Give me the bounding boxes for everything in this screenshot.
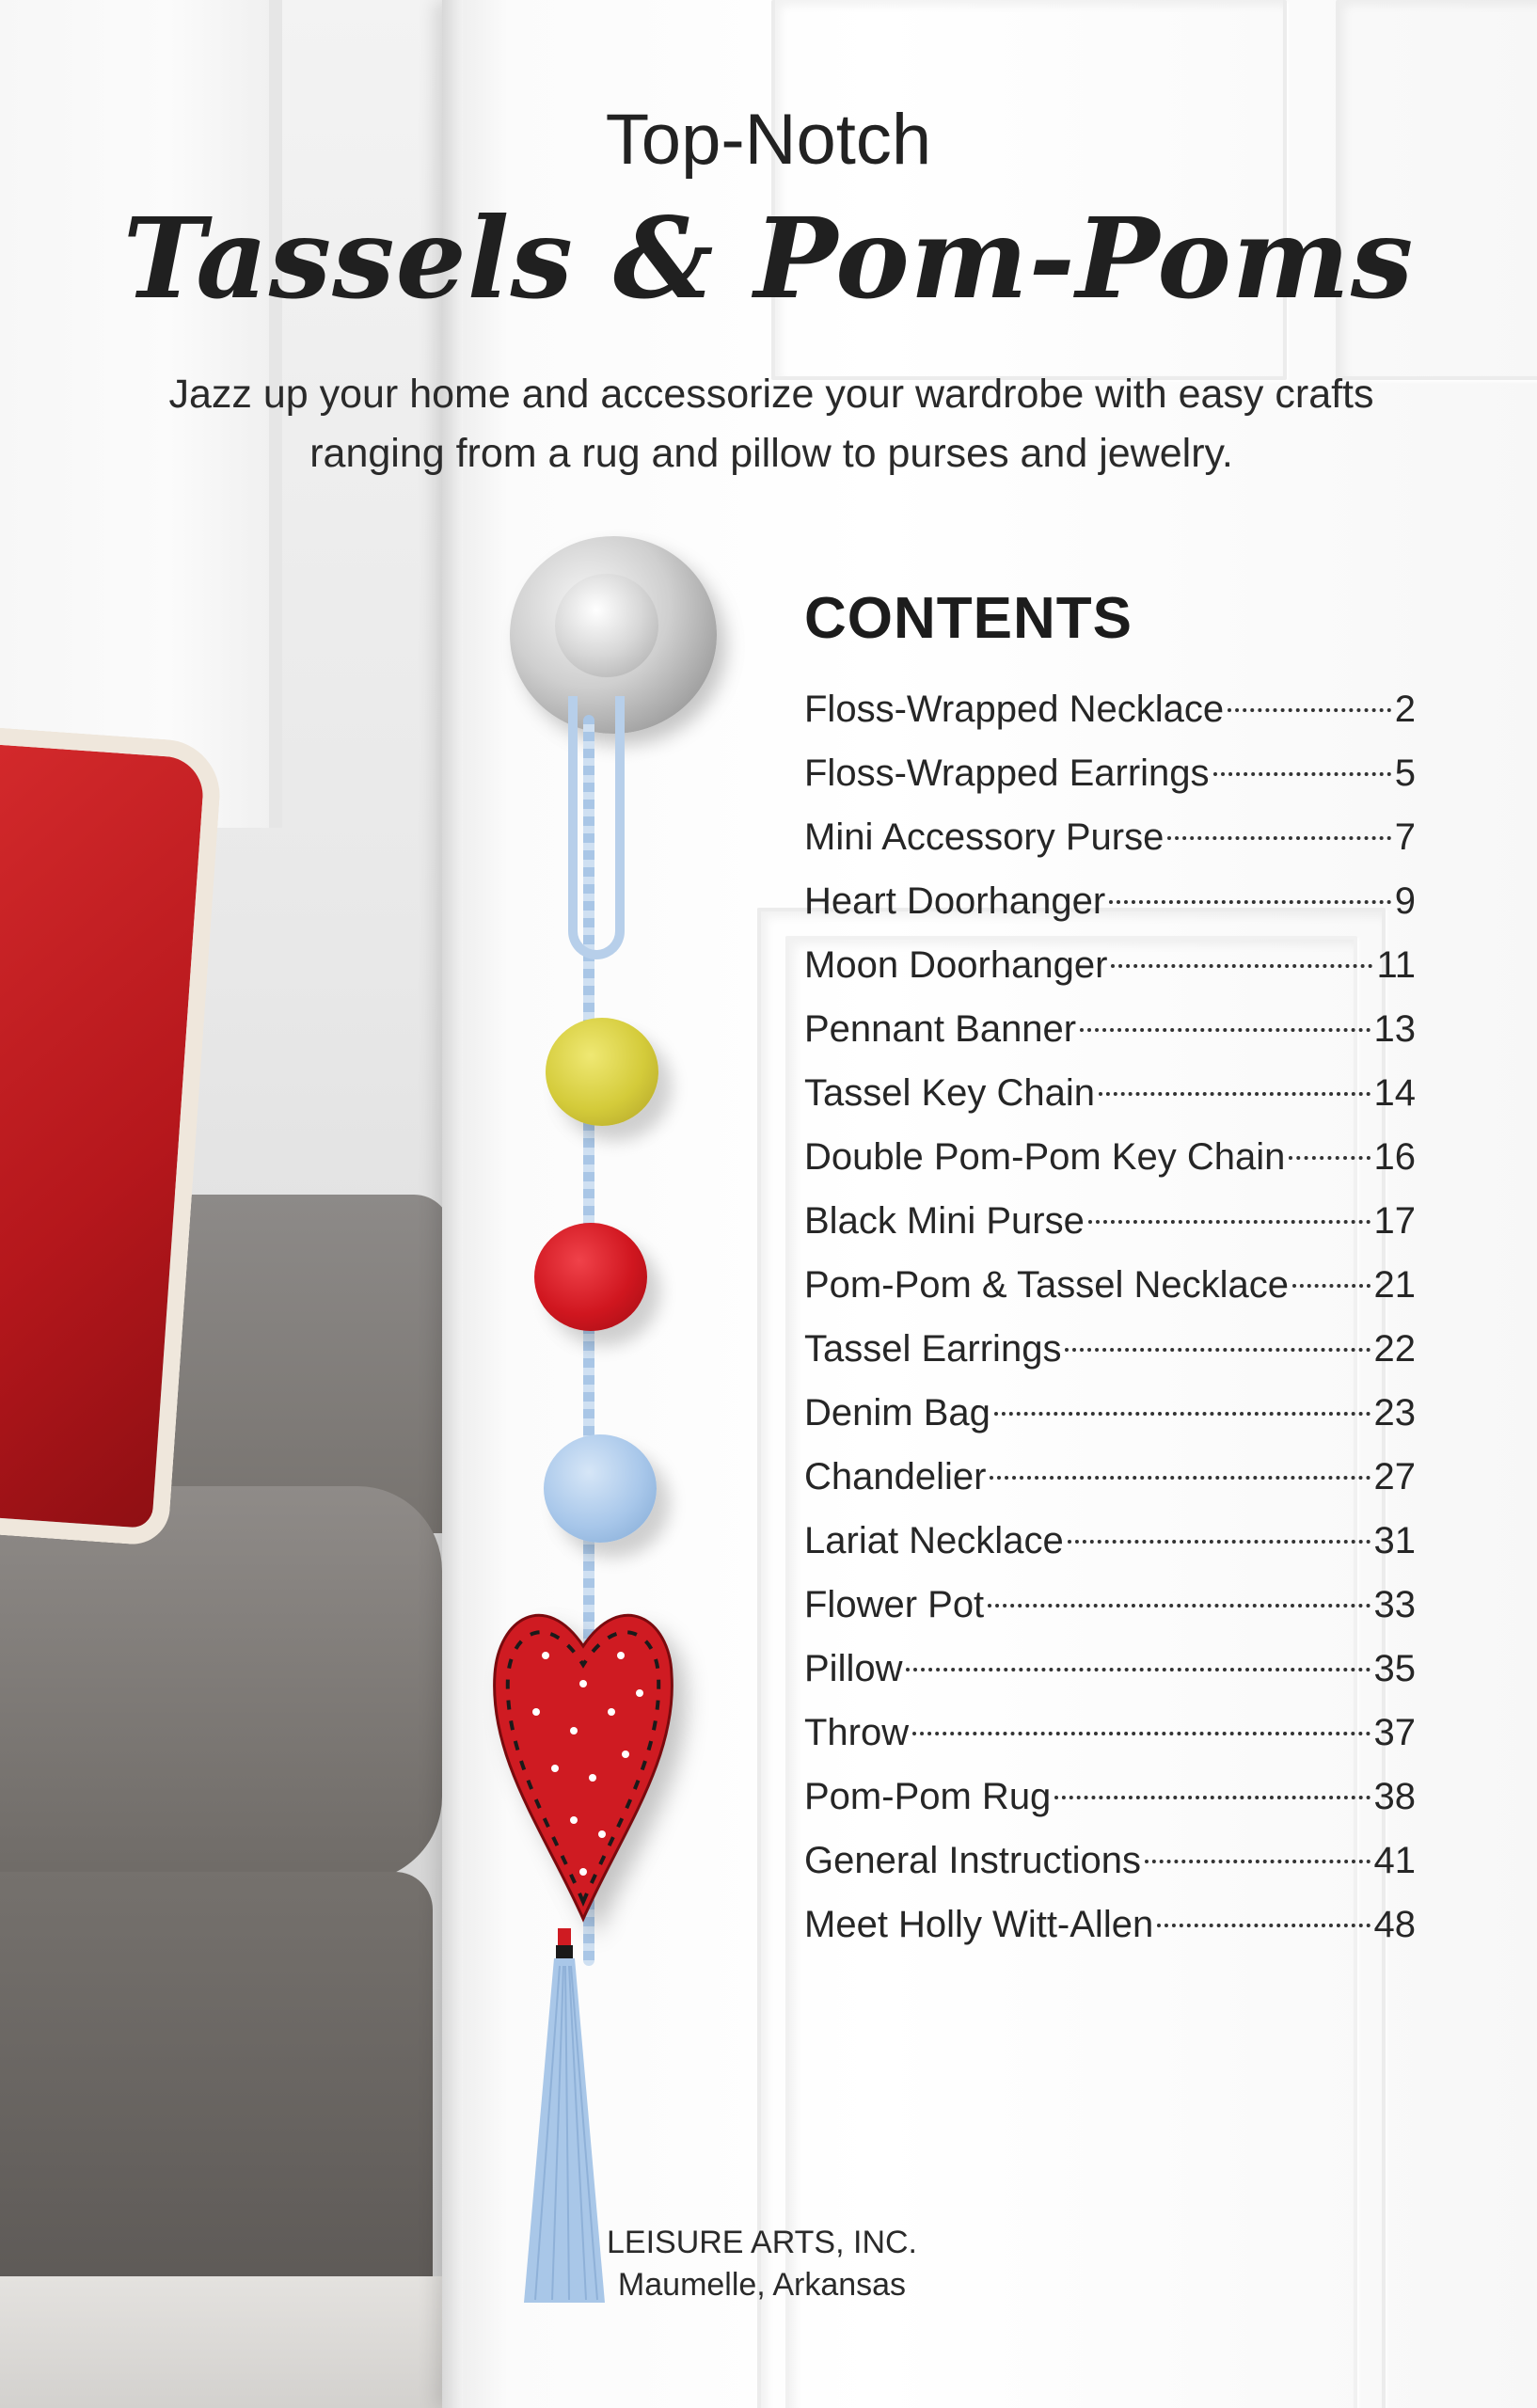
toc-title: Floss-Wrapped Earrings — [804, 752, 1210, 794]
toc-leader — [1080, 1028, 1370, 1032]
toc-leader — [1167, 836, 1390, 840]
toc-title: Pom-Pom Rug — [804, 1776, 1052, 1817]
toc-page: 23 — [1373, 1392, 1416, 1434]
toc-leader — [1054, 1796, 1370, 1799]
toc-page: 17 — [1373, 1200, 1416, 1242]
table-of-contents — [804, 677, 1416, 1956]
toc-title: Flower Pot — [804, 1584, 985, 1625]
toc-item[interactable] — [804, 1829, 1416, 1893]
toc-leader — [1099, 1092, 1370, 1096]
toc-page: 33 — [1373, 1584, 1416, 1625]
toc-leader — [1292, 1284, 1371, 1288]
toc-title: Tassel Key Chain — [804, 1072, 1096, 1114]
toc-item[interactable] — [804, 1317, 1416, 1381]
toc-title: Pennant Banner — [804, 1008, 1077, 1050]
toc-title: Pom-Pom & Tassel Necklace — [804, 1264, 1289, 1306]
toc-leader — [988, 1604, 1370, 1608]
toc-item[interactable] — [804, 1189, 1416, 1253]
sofa-cushion — [0, 1486, 442, 1881]
toc-title: Throw — [804, 1712, 910, 1753]
toc-item[interactable] — [804, 997, 1416, 1061]
tagline — [56, 365, 1486, 483]
toc-page: 11 — [1376, 944, 1416, 986]
toc-leader — [1068, 1540, 1371, 1544]
toc-title: Chandelier — [804, 1456, 987, 1497]
toc-page: 7 — [1394, 816, 1416, 858]
felt-heart — [489, 1590, 677, 1928]
floor — [0, 2276, 442, 2408]
toc-leader — [990, 1476, 1370, 1480]
toc-page: 13 — [1373, 1008, 1416, 1050]
toc-leader — [994, 1412, 1371, 1416]
toc-page: 16 — [1373, 1136, 1416, 1178]
toc-item[interactable] — [804, 1637, 1416, 1701]
toc-title: Pillow — [804, 1648, 903, 1689]
toc-page: 2 — [1394, 689, 1416, 730]
red-pompom — [534, 1223, 647, 1331]
toc-title: Lariat Necklace — [804, 1520, 1064, 1561]
toc-page: 48 — [1373, 1904, 1416, 1945]
toc-item[interactable] — [804, 1509, 1416, 1573]
toc-title: Heart Doorhanger — [804, 880, 1106, 922]
toc-page: 21 — [1373, 1264, 1416, 1306]
toc-page: 37 — [1373, 1712, 1416, 1753]
toc-item[interactable] — [804, 1125, 1416, 1189]
toc-item[interactable] — [804, 933, 1416, 997]
toc-item[interactable] — [804, 1381, 1416, 1445]
hanger-loop — [568, 696, 625, 959]
toc-item[interactable] — [804, 869, 1416, 933]
sofa-base — [0, 1872, 433, 2286]
toc-title: General Instructions — [804, 1840, 1141, 1881]
toc-page: 41 — [1373, 1840, 1416, 1881]
toc-title: Meet Holly Witt-Allen — [804, 1904, 1154, 1945]
toc-leader — [1228, 708, 1391, 712]
publisher-block — [527, 2222, 997, 2306]
title-top-line: Top-Notch — [605, 100, 932, 180]
toc-title: Floss-Wrapped Necklace — [804, 689, 1225, 730]
toc-item[interactable] — [804, 1701, 1416, 1765]
toc-item[interactable] — [804, 1573, 1416, 1637]
toc-leader — [1065, 1348, 1370, 1352]
toc-title: Moon Doorhanger — [804, 944, 1108, 986]
toc-leader — [1157, 1924, 1370, 1927]
toc-item[interactable] — [804, 677, 1416, 741]
title-main-line: Tassels & Pom-Poms — [122, 193, 1415, 324]
toc-item[interactable] — [804, 1061, 1416, 1125]
yellow-pompom — [546, 1018, 658, 1126]
toc-page: 9 — [1394, 880, 1416, 922]
tagline-line-2: ranging from a rug and pillow to purses and jewelry. — [309, 431, 1233, 476]
toc-page: 5 — [1394, 752, 1416, 794]
toc-item[interactable] — [804, 1893, 1416, 1956]
toc-leader — [906, 1668, 1370, 1671]
toc-page: 27 — [1373, 1456, 1416, 1497]
toc-page: 14 — [1373, 1072, 1416, 1114]
toc-title: Tassel Earrings — [804, 1328, 1062, 1370]
toc-title: Double Pom-Pom Key Chain — [804, 1136, 1286, 1178]
toc-item[interactable] — [804, 805, 1416, 869]
toc-leader — [1213, 772, 1391, 776]
toc-page: 31 — [1373, 1520, 1416, 1561]
toc-item[interactable] — [804, 1445, 1416, 1509]
door-knob-center — [555, 574, 658, 677]
toc-title: Mini Accessory Purse — [804, 816, 1165, 858]
toc-page: 22 — [1373, 1328, 1416, 1370]
toc-leader — [1088, 1220, 1371, 1224]
publisher-name: LEISURE ARTS, INC. — [606, 2225, 918, 2260]
toc-title: Black Mini Purse — [804, 1200, 1085, 1242]
toc-item[interactable] — [804, 1253, 1416, 1317]
toc-leader — [912, 1732, 1370, 1735]
publisher-location: Maumelle, Arkansas — [617, 2267, 907, 2303]
toc-item[interactable] — [804, 1765, 1416, 1829]
toc-item[interactable] — [804, 741, 1416, 805]
blue-pompom — [544, 1434, 657, 1543]
toc-leader — [1145, 1860, 1371, 1863]
toc-leader — [1111, 964, 1372, 968]
contents-heading: CONTENTS — [804, 586, 1133, 651]
tagline-line-1: Jazz up your home and accessorize your wardrobe with easy crafts — [168, 372, 1374, 417]
toc-leader — [1109, 900, 1391, 904]
toc-leader — [1289, 1156, 1370, 1160]
toc-page: 35 — [1373, 1648, 1416, 1689]
toc-title: Denim Bag — [804, 1392, 990, 1434]
door-edge — [442, 0, 463, 2408]
toc-page: 38 — [1373, 1776, 1416, 1817]
